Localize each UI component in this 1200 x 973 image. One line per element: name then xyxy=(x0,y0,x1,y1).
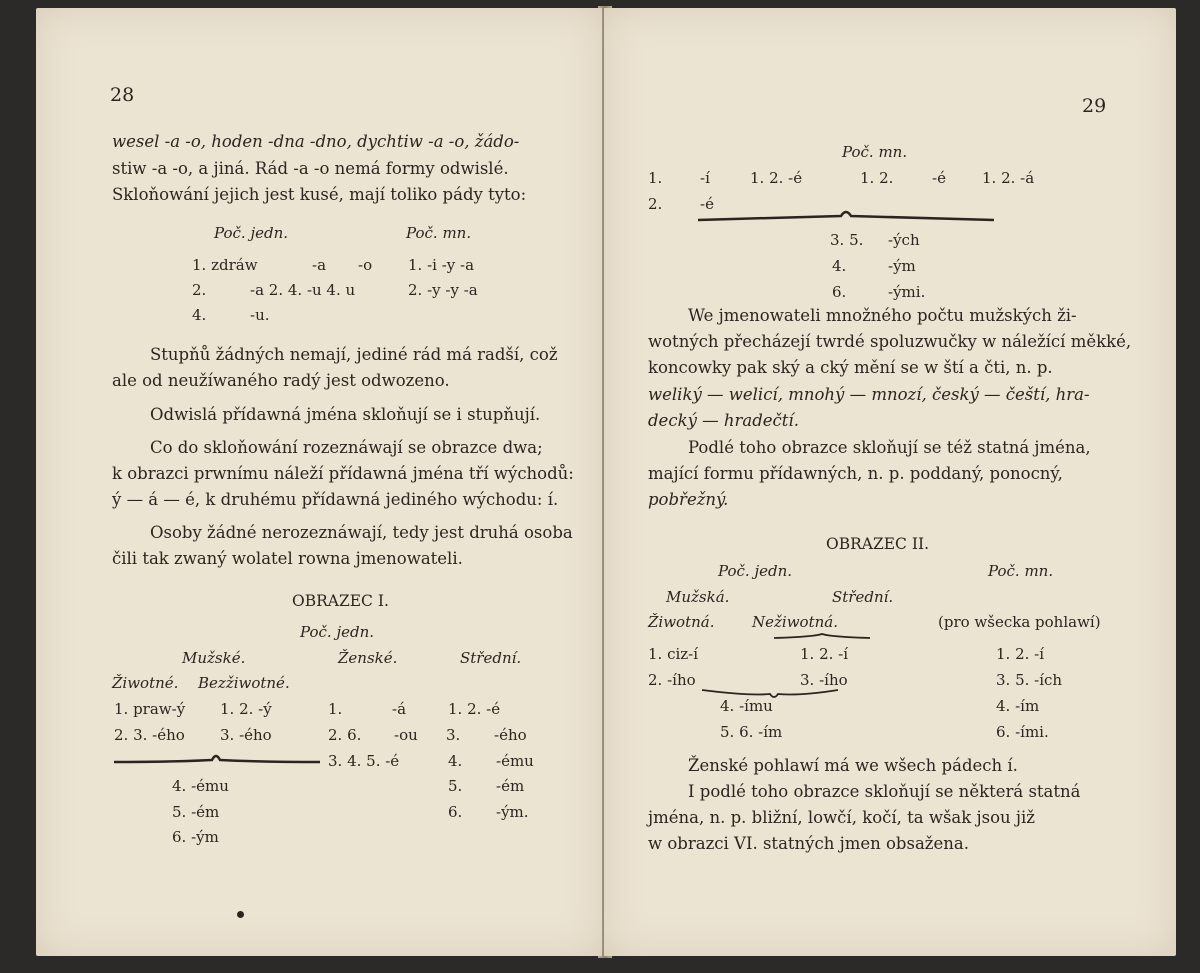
paradigm-cell: -ému xyxy=(496,752,534,770)
paradigm-cell: 5. 6. -ím xyxy=(720,723,783,741)
paradigm-cell: 2. xyxy=(648,195,663,213)
paradigm-cell: 1. 2. -é xyxy=(750,169,803,187)
paragraph-line: Podlé toho obrazce skloňují se též statná jména, xyxy=(688,438,1091,457)
paradigm-cell: 5. -ém xyxy=(172,803,220,821)
paradigm-cell: 3. -ého xyxy=(220,726,272,744)
paradigm-cell: 2. 6. xyxy=(328,726,362,744)
paradigm-cell: 1. xyxy=(648,169,663,187)
paradigm-cell: -ou xyxy=(394,726,418,744)
paragraph-line: stiw -a -o, a jiná. Rád -a -o nemá formy odwislé. xyxy=(112,159,509,178)
paradigm-cell: 4. -ím xyxy=(996,697,1040,715)
page-number-right: 29 xyxy=(1082,95,1107,117)
subhead-animate: Žiwotná. xyxy=(648,613,715,631)
subhead-inanimate: Nežiwotná. xyxy=(752,613,838,631)
page-number-left: 28 xyxy=(110,84,135,106)
paradigm-cell: -á xyxy=(392,700,407,718)
paragraph-line: pobřežný. xyxy=(648,490,729,509)
brace-ornament xyxy=(696,206,996,228)
brace-ornament xyxy=(772,630,872,642)
paradigm-cell: -ým xyxy=(888,257,916,275)
paragraph-line: Ženské pohlawí má we wšech pádech í. xyxy=(688,756,1018,775)
table-cell: 2. -y -y -a xyxy=(408,281,478,299)
paradigm-cell: 1. ciz-í xyxy=(648,645,699,663)
paragraph-line: jména, n. p. bližní, lowčí, kočí, ta wšak jsou již xyxy=(648,808,1035,827)
paradigm-cell: 6. -ími. xyxy=(996,723,1049,741)
paradigm-cell: 2. 3. -ého xyxy=(114,726,185,744)
paradigm-cell: -ými. xyxy=(888,283,926,301)
paradigm-cell: 1. 2. -ý xyxy=(220,700,272,718)
paragraph-line: Osoby žádné nerozeznáwají, tedy jest druhá osoba xyxy=(150,523,573,542)
paradigm-cell: 2. -ího xyxy=(648,671,696,689)
table-cell: -u. xyxy=(250,306,270,324)
paradigm-cell: -é xyxy=(932,169,946,187)
subhead-all-genders: (pro wšecka pohlawí) xyxy=(938,613,1101,631)
paragraph-line: koncowky pak ský a cký mění se w ští a čti, n. p. xyxy=(648,358,1053,377)
paradigm-cell: 3. 5. -ích xyxy=(996,671,1063,689)
ink-spot xyxy=(237,911,244,918)
table-cell: 2. xyxy=(192,281,207,299)
table-cell: 1. -i -y -a xyxy=(408,256,475,274)
table-cell: -o xyxy=(358,256,373,274)
paradigm-cell: 1. 2. -í xyxy=(996,645,1045,663)
paradigm-cell: 4. -ému xyxy=(172,777,229,795)
right-page xyxy=(604,8,1176,956)
paradigm-cell: 1. 2. -í xyxy=(800,645,849,663)
paragraph-line: Odwislá přídawná jména skloňují se i stupňují. xyxy=(150,405,541,424)
paradigm-cell: 1. xyxy=(328,700,343,718)
paragraph-line: Co do skloňowání rozeznáwají se obrazce dwa; xyxy=(150,438,543,457)
subhead-inanimate: Bezžiwotné. xyxy=(198,674,290,692)
table-cell: 1. zdráw xyxy=(192,256,258,274)
column-head-feminine: Ženské. xyxy=(338,649,398,667)
paragraph-line: decký — hradečtí. xyxy=(648,411,799,430)
table-cell: -a xyxy=(312,256,327,274)
paradigm-cell: 1. 2. -é xyxy=(448,700,501,718)
column-head-neuter: Střední. xyxy=(832,588,894,606)
paradigm-cell: 3. xyxy=(446,726,461,744)
paradigm-cell: -ém xyxy=(496,777,525,795)
obrazec-title: OBRAZEC I. xyxy=(292,592,389,610)
obrazec-title: OBRAZEC II. xyxy=(826,535,930,553)
brace-ornament xyxy=(112,748,322,768)
paradigm-cell: -ého xyxy=(494,726,527,744)
table-cell: 4. xyxy=(192,306,207,324)
subhead-animate: Žiwotné. xyxy=(112,674,179,692)
paradigm-cell: 4. xyxy=(448,752,463,770)
paragraph-line: We jmenowateli množného počtu mužských ži- xyxy=(688,306,1077,325)
left-page xyxy=(36,8,602,956)
paradigm-cell: 5. xyxy=(448,777,463,795)
paradigm-cell: -é xyxy=(700,195,714,213)
paradigm-cell: 3. 5. xyxy=(830,231,864,249)
table-heading-sg: Poč. jedn. xyxy=(214,224,289,242)
paragraph-line: Skloňowání jejich jest kusé, mají toliko pády tyto: xyxy=(112,185,527,204)
paradigm-cell: -í xyxy=(700,169,710,187)
paradigm-cell: 3. -ího xyxy=(800,671,848,689)
column-head-masculine: Mužské. xyxy=(182,649,246,667)
paradigm-cell: -ých xyxy=(888,231,920,249)
paragraph-line: I podlé toho obrazce skloňují se některá statná xyxy=(688,782,1081,801)
paragraph-line: w obrazci VI. statných jmen obsažena. xyxy=(648,834,969,853)
paradigm-cell: 3. 4. 5. -é xyxy=(328,752,400,770)
paragraph-line: weliký — welicí, mnohý — mnozí, český — čeští, hra- xyxy=(648,385,1090,404)
paradigm-cell: 4. xyxy=(832,257,847,275)
paragraph-line: mající formu přídawných, n. p. poddaný, ponocný, xyxy=(648,464,1063,483)
paragraph-line: Stupňů žádných nemají, jediné rád má radší, což xyxy=(150,345,558,364)
paragraph-line: wotných přecházejí twrdé spoluzwučky w náležící měkké, xyxy=(648,332,1132,351)
paradigm-cell: 4. -ímu xyxy=(720,697,773,715)
table-heading-pl: Poč. mn. xyxy=(988,562,1054,580)
paradigm-cell: 1. 2. xyxy=(860,169,894,187)
paragraph-line: ale od neužíwaného radý jest odwozeno. xyxy=(112,371,450,390)
paradigm-cell: 1. 2. -á xyxy=(982,169,1035,187)
paragraph-line: wesel -a -o, hoden -dna -dno, dychtiw -a -o, žádo- xyxy=(112,132,520,151)
paradigm-cell: -ým. xyxy=(496,803,529,821)
paradigm-cell: 6. xyxy=(448,803,463,821)
paragraph-line: ý — á — é, k druhému přídawná jediného wýchodu: í. xyxy=(112,490,559,509)
table-heading-pl: Poč. mn. xyxy=(406,224,472,242)
table-heading-pl: Poč. mn. xyxy=(842,143,908,161)
paragraph-line: čili tak zwaný wolatel rowna jmenowateli. xyxy=(112,549,463,568)
column-head-masculine: Mužská. xyxy=(666,588,730,606)
paradigm-cell: 1. praw-ý xyxy=(114,700,186,718)
column-head-neuter: Střední. xyxy=(460,649,522,667)
obrazec-subtitle: Poč. jedn. xyxy=(300,623,375,641)
table-heading-sg: Poč. jedn. xyxy=(718,562,793,580)
paragraph-line: k obrazci prwnímu náleží přídawná jména tří wýchodů: xyxy=(112,464,574,483)
paradigm-cell: 6. -ým xyxy=(172,828,219,846)
paradigm-cell: 6. xyxy=(832,283,847,301)
table-cell: -a 2. 4. -u 4. u xyxy=(250,281,356,299)
